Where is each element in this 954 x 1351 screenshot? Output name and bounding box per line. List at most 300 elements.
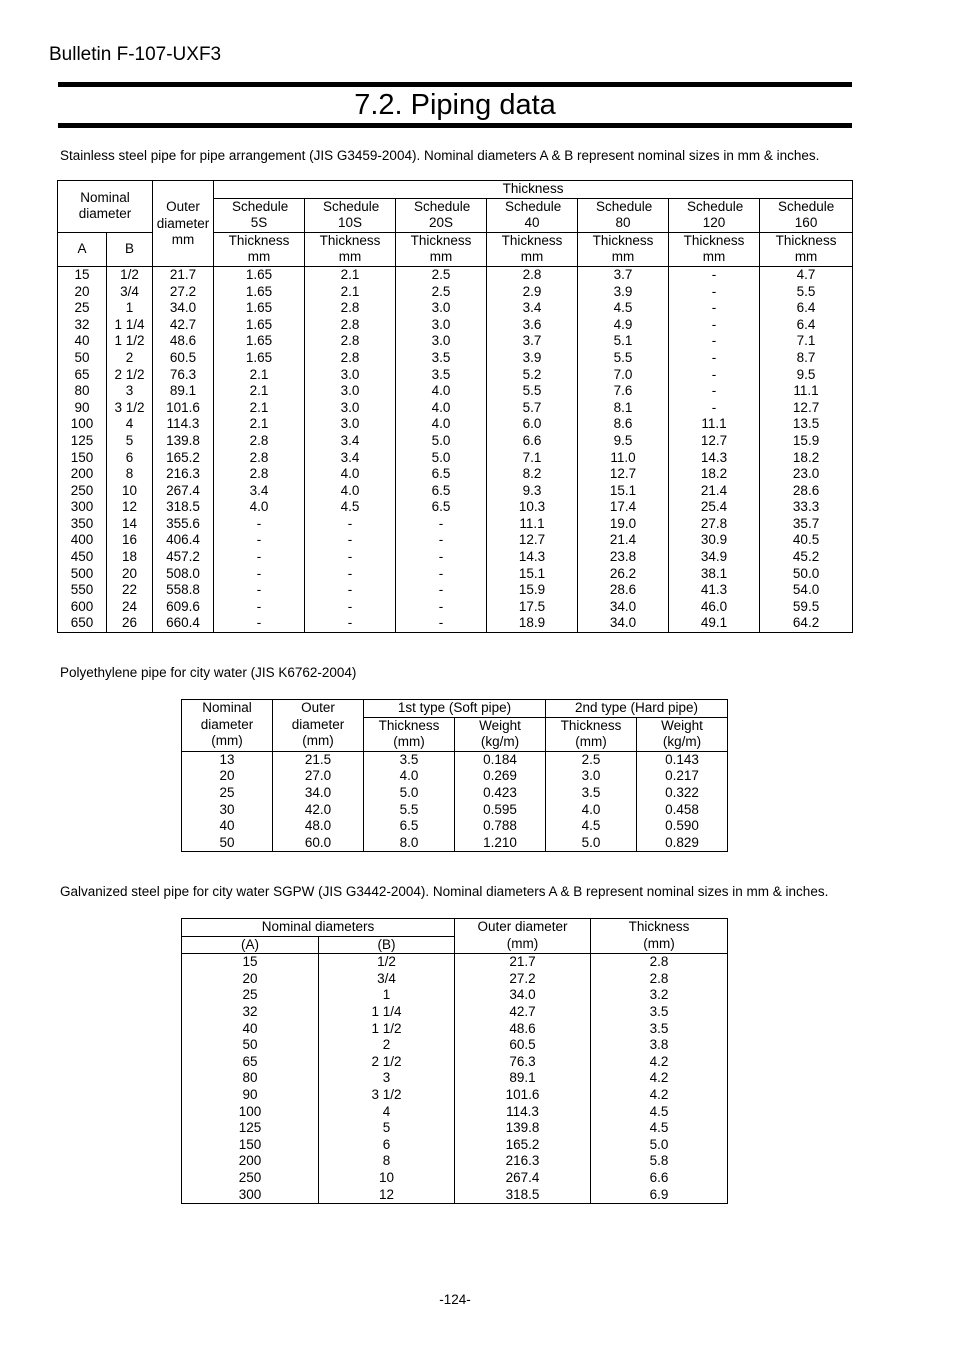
table-cell: - <box>305 549 396 566</box>
table-cell: 89.1 <box>153 383 214 400</box>
table-cell: 28.6 <box>760 483 853 500</box>
table-cell: 4.0 <box>396 383 487 400</box>
table-cell: 2.1 <box>214 367 305 384</box>
table-cell: 0.595 <box>455 802 546 819</box>
table-cell: 17.5 <box>487 599 578 616</box>
table-cell: - <box>669 383 760 400</box>
table-cell: 76.3 <box>153 367 214 384</box>
table-cell: 5.8 <box>591 1153 728 1170</box>
table-cell: 5.5 <box>364 802 455 819</box>
stainless-row <box>58 516 853 533</box>
table-cell: 3.5 <box>396 367 487 384</box>
table-cell: 6.6 <box>591 1170 728 1187</box>
galvanized-row <box>182 1187 728 1204</box>
stainless-steel-table <box>57 180 853 633</box>
table-cell: 2.8 <box>591 954 728 971</box>
table-cell: 1/2 <box>319 954 455 971</box>
table-cell: 3.2 <box>591 987 728 1004</box>
table-cell: 30 <box>182 802 273 819</box>
table-cell: 1 <box>107 300 153 317</box>
table-cell: 30.9 <box>669 532 760 549</box>
table-cell: 12.7 <box>487 532 578 549</box>
thickness-unit-header: Thickness mm <box>578 232 669 266</box>
table-cell: 50.0 <box>760 566 853 583</box>
table-cell: 450 <box>58 549 107 566</box>
polyethylene-row <box>182 835 728 852</box>
stainless-row <box>58 350 853 367</box>
pe-type2-weight-header: Weight (kg/m) <box>637 717 728 751</box>
table-cell: 2.1 <box>305 266 396 283</box>
table-cell: 15 <box>58 266 107 283</box>
table-cell: 18.2 <box>760 450 853 467</box>
table-cell: 4.0 <box>364 768 455 785</box>
stainless-row <box>58 466 853 483</box>
sgpw-thickness-header: Thickness (mm) <box>591 919 728 954</box>
schedule-header: Schedule 10S <box>305 198 396 232</box>
table-cell: 4.9 <box>578 317 669 334</box>
table-cell: 3.4 <box>487 300 578 317</box>
table-cell: 15.9 <box>487 582 578 599</box>
table-cell: 200 <box>182 1153 319 1170</box>
table-cell: 8.1 <box>578 400 669 417</box>
table-cell: 25 <box>182 785 273 802</box>
polyethylene-table <box>181 699 728 852</box>
table-cell: 5.0 <box>364 785 455 802</box>
table-cell: 1 <box>319 987 455 1004</box>
galvanized-row <box>182 987 728 1004</box>
table-cell: 2.8 <box>214 433 305 450</box>
table-cell: 6.0 <box>487 416 578 433</box>
schedule-header: Schedule 80 <box>578 198 669 232</box>
table-cell: 7.1 <box>487 450 578 467</box>
table-cell: 3/4 <box>319 971 455 988</box>
galvanized-row <box>182 1137 728 1154</box>
table-cell: 216.3 <box>153 466 214 483</box>
table-cell: 11.1 <box>669 416 760 433</box>
table-cell: - <box>669 284 760 301</box>
table-cell: 21.7 <box>153 266 214 283</box>
table-cell: 6.4 <box>760 300 853 317</box>
table-cell: 267.4 <box>455 1170 591 1187</box>
schedule-header: Schedule 40 <box>487 198 578 232</box>
table-cell: 48.0 <box>273 818 364 835</box>
table-cell: 4.0 <box>305 483 396 500</box>
table-cell: 9.5 <box>760 367 853 384</box>
table-cell: 300 <box>58 499 107 516</box>
polyethylene-row <box>182 768 728 785</box>
table-cell: 350 <box>58 516 107 533</box>
table-cell: 139.8 <box>455 1120 591 1137</box>
polyethylene-row <box>182 751 728 768</box>
table-cell: 2.9 <box>487 284 578 301</box>
table-cell: 3.0 <box>396 333 487 350</box>
pe-type1-header: 1st type (Soft pipe) <box>364 700 546 718</box>
column-a-header: A <box>58 232 107 266</box>
table-cell: 114.3 <box>153 416 214 433</box>
table-cell: 46.0 <box>669 599 760 616</box>
table-cell: 600 <box>58 599 107 616</box>
table-cell: - <box>396 582 487 599</box>
table-cell: 45.2 <box>760 549 853 566</box>
table-cell: 4.5 <box>546 818 637 835</box>
table-cell: 7.6 <box>578 383 669 400</box>
table-cell: 2.8 <box>305 300 396 317</box>
table-cell: 21.5 <box>273 751 364 768</box>
table-cell: 508.0 <box>153 566 214 583</box>
table-cell: 5.5 <box>487 383 578 400</box>
table-cell: - <box>305 516 396 533</box>
table-cell: 6 <box>107 450 153 467</box>
sgpw-outer-header: Outer diameter (mm) <box>455 919 591 954</box>
table-cell: - <box>214 615 305 632</box>
table-cell: 5.0 <box>396 433 487 450</box>
table-cell: - <box>396 516 487 533</box>
table-cell: 21.4 <box>578 532 669 549</box>
table-cell: 3 <box>107 383 153 400</box>
table-cell: 114.3 <box>455 1104 591 1121</box>
table-cell: 40 <box>182 1021 319 1038</box>
nominal-diameter-header: Nominal diameter <box>58 181 153 233</box>
table-cell: - <box>214 516 305 533</box>
table-cell: 5.7 <box>487 400 578 417</box>
table-cell: 1 1/2 <box>107 333 153 350</box>
table-cell: 34.0 <box>153 300 214 317</box>
polyethylene-row <box>182 818 728 835</box>
table-cell: 4.0 <box>546 802 637 819</box>
table-cell: 4.5 <box>591 1120 728 1137</box>
table-cell: 3.4 <box>305 433 396 450</box>
table-cell: 60.5 <box>455 1037 591 1054</box>
outer-diameter-header: Outer diameter mm <box>153 181 214 267</box>
table-cell: 0.423 <box>455 785 546 802</box>
table-cell: 125 <box>58 433 107 450</box>
table-cell: 6.5 <box>364 818 455 835</box>
polyethylene-caption: Polyethylene pipe for city water (JIS K6762-2004) <box>60 665 357 680</box>
table-cell: 3.4 <box>214 483 305 500</box>
table-cell: 4.5 <box>305 499 396 516</box>
table-cell: 400 <box>58 532 107 549</box>
table-cell: 2.1 <box>305 284 396 301</box>
table-cell: 100 <box>58 416 107 433</box>
table-cell: - <box>669 333 760 350</box>
table-cell: 4.2 <box>591 1070 728 1087</box>
table-cell: 10.3 <box>487 499 578 516</box>
stainless-row <box>58 499 853 516</box>
table-cell: 3.6 <box>487 317 578 334</box>
table-cell: 125 <box>182 1120 319 1137</box>
table-cell: 14 <box>107 516 153 533</box>
table-cell: 2.8 <box>214 450 305 467</box>
table-cell: 13.5 <box>760 416 853 433</box>
stainless-row <box>58 549 853 566</box>
table-cell: 101.6 <box>455 1087 591 1104</box>
table-cell: 25.4 <box>669 499 760 516</box>
table-cell: 80 <box>58 383 107 400</box>
table-cell: 15.9 <box>760 433 853 450</box>
stainless-row <box>58 333 853 350</box>
table-cell: 16 <box>107 532 153 549</box>
stainless-row <box>58 615 853 632</box>
table-cell: 10 <box>107 483 153 500</box>
table-cell: 3.0 <box>546 768 637 785</box>
table-cell: 6.5 <box>396 466 487 483</box>
table-cell: 28.6 <box>578 582 669 599</box>
table-cell: 318.5 <box>455 1187 591 1204</box>
table-cell: 11.0 <box>578 450 669 467</box>
polyethylene-row <box>182 802 728 819</box>
table-cell: 54.0 <box>760 582 853 599</box>
stainless-row <box>58 566 853 583</box>
table-cell: 406.4 <box>153 532 214 549</box>
table-cell: - <box>214 532 305 549</box>
table-cell: 3.9 <box>487 350 578 367</box>
table-cell: - <box>669 317 760 334</box>
table-cell: 59.5 <box>760 599 853 616</box>
table-cell: 1.65 <box>214 284 305 301</box>
table-cell: 50 <box>58 350 107 367</box>
table-cell: 0.269 <box>455 768 546 785</box>
table-cell: 6 <box>319 1137 455 1154</box>
table-cell: 4.0 <box>214 499 305 516</box>
table-cell: 660.4 <box>153 615 214 632</box>
column-b-header: B <box>107 232 153 266</box>
stainless-row <box>58 266 853 283</box>
table-cell: 0.590 <box>637 818 728 835</box>
table-cell: 24 <box>107 599 153 616</box>
table-cell: 2 <box>107 350 153 367</box>
table-cell: 7.0 <box>578 367 669 384</box>
pe-type2-thickness-header: Thickness (mm) <box>546 717 637 751</box>
table-cell: 76.3 <box>455 1054 591 1071</box>
table-cell: 2.5 <box>546 751 637 768</box>
table-cell: - <box>214 599 305 616</box>
table-cell: 457.2 <box>153 549 214 566</box>
table-cell: 0.217 <box>637 768 728 785</box>
table-cell: 2.1 <box>214 383 305 400</box>
table-cell: 3 1/2 <box>319 1087 455 1104</box>
table-cell: 27.2 <box>455 971 591 988</box>
table-cell: 558.8 <box>153 582 214 599</box>
table-cell: - <box>669 300 760 317</box>
table-cell: 4.0 <box>396 400 487 417</box>
schedule-header: Schedule 5S <box>214 198 305 232</box>
table-cell: 49.1 <box>669 615 760 632</box>
table-cell: 6.6 <box>487 433 578 450</box>
table-cell: 40.5 <box>760 532 853 549</box>
table-cell: 42.7 <box>153 317 214 334</box>
table-cell: 5.1 <box>578 333 669 350</box>
table-cell: 5.5 <box>578 350 669 367</box>
table-cell: 12.7 <box>669 433 760 450</box>
table-cell: 60.0 <box>273 835 364 852</box>
table-cell: 3.5 <box>396 350 487 367</box>
table-cell: 48.6 <box>153 333 214 350</box>
stainless-row <box>58 532 853 549</box>
stainless-row <box>58 400 853 417</box>
galvanized-row <box>182 1170 728 1187</box>
table-cell: 8.7 <box>760 350 853 367</box>
table-cell: 1.65 <box>214 300 305 317</box>
table-cell: 3.5 <box>591 1021 728 1038</box>
table-cell: 1 1/2 <box>319 1021 455 1038</box>
table-cell: - <box>305 566 396 583</box>
table-cell: 5.0 <box>591 1137 728 1154</box>
sgpw-a-header: (A) <box>182 936 319 954</box>
table-cell: 3.5 <box>546 785 637 802</box>
table-cell: 250 <box>58 483 107 500</box>
table-cell: - <box>669 400 760 417</box>
sgpw-b-header: (B) <box>319 936 455 954</box>
stainless-caption: Stainless steel pipe for pipe arrangement (JIS G3459-2004). Nominal diameters A & B represent nominal sizes in mm & inches. <box>60 148 820 163</box>
table-cell: 3 <box>319 1070 455 1087</box>
table-cell: - <box>214 549 305 566</box>
table-cell: 38.1 <box>669 566 760 583</box>
galvanized-row <box>182 1070 728 1087</box>
table-cell: - <box>669 367 760 384</box>
table-cell: 609.6 <box>153 599 214 616</box>
table-cell: 26.2 <box>578 566 669 583</box>
table-cell: 25 <box>182 987 319 1004</box>
table-cell: 20 <box>182 768 273 785</box>
table-cell: 650 <box>58 615 107 632</box>
galvanized-row <box>182 954 728 971</box>
table-cell: 17.4 <box>578 499 669 516</box>
table-cell: 3.4 <box>305 450 396 467</box>
page-number: -124- <box>439 1292 471 1307</box>
table-cell: 41.3 <box>669 582 760 599</box>
schedule-header: Schedule 160 <box>760 198 853 232</box>
galvanized-caption: Galvanized steel pipe for city water SGPW (JIS G3442-2004). Nominal diameters A & B represent nominal sizes in mm & inches. <box>60 884 829 899</box>
stainless-row <box>58 483 853 500</box>
table-cell: - <box>305 599 396 616</box>
table-cell: 5.0 <box>546 835 637 852</box>
galvanized-row <box>182 971 728 988</box>
table-cell: 15 <box>182 954 319 971</box>
table-cell: 165.2 <box>153 450 214 467</box>
table-cell: 267.4 <box>153 483 214 500</box>
table-cell: 3.0 <box>305 416 396 433</box>
table-cell: 32 <box>58 317 107 334</box>
table-cell: 2.1 <box>214 416 305 433</box>
table-cell: 4 <box>319 1104 455 1121</box>
table-cell: 1.65 <box>214 333 305 350</box>
table-cell: 18.2 <box>669 466 760 483</box>
galvanized-row <box>182 1037 728 1054</box>
stainless-row <box>58 367 853 384</box>
table-cell: 100 <box>182 1104 319 1121</box>
table-cell: 1.65 <box>214 266 305 283</box>
table-cell: 27.8 <box>669 516 760 533</box>
table-cell: - <box>396 599 487 616</box>
table-cell: 12.7 <box>760 400 853 417</box>
table-cell: 21.4 <box>669 483 760 500</box>
table-cell: 48.6 <box>455 1021 591 1038</box>
table-cell: 101.6 <box>153 400 214 417</box>
table-cell: 50 <box>182 835 273 852</box>
table-cell: 2.1 <box>214 400 305 417</box>
table-cell: - <box>214 582 305 599</box>
thickness-unit-header: Thickness mm <box>305 232 396 266</box>
table-cell: 5 <box>319 1120 455 1137</box>
table-cell: 0.829 <box>637 835 728 852</box>
table-cell: 3.5 <box>364 751 455 768</box>
table-cell: 5.5 <box>760 284 853 301</box>
table-cell: 6.9 <box>591 1187 728 1204</box>
table-cell: 3.0 <box>396 317 487 334</box>
table-cell: 80 <box>182 1070 319 1087</box>
table-cell: 25 <box>58 300 107 317</box>
table-cell: 0.322 <box>637 785 728 802</box>
table-cell: 15.1 <box>487 566 578 583</box>
table-cell: 8.2 <box>487 466 578 483</box>
table-cell: 5.2 <box>487 367 578 384</box>
table-cell: - <box>305 615 396 632</box>
page-title: 7.2. Piping data <box>354 89 556 121</box>
table-cell: 355.6 <box>153 516 214 533</box>
table-cell: 40 <box>58 333 107 350</box>
table-cell: 3.8 <box>591 1037 728 1054</box>
table-cell: 3.0 <box>305 383 396 400</box>
table-cell: 18.9 <box>487 615 578 632</box>
table-cell: 3.0 <box>305 400 396 417</box>
galvanized-row <box>182 1054 728 1071</box>
table-cell: 34.0 <box>578 615 669 632</box>
table-cell: 6.4 <box>760 317 853 334</box>
table-cell: 33.3 <box>760 499 853 516</box>
table-cell: 4.5 <box>578 300 669 317</box>
table-cell: 8.6 <box>578 416 669 433</box>
table-cell: 4.5 <box>591 1104 728 1121</box>
table-cell: 19.0 <box>578 516 669 533</box>
table-cell: 65 <box>58 367 107 384</box>
table-cell: 4.0 <box>396 416 487 433</box>
table-cell: - <box>669 350 760 367</box>
table-cell: 4.0 <box>305 466 396 483</box>
table-cell: 8.0 <box>364 835 455 852</box>
table-cell: 4.7 <box>760 266 853 283</box>
thickness-unit-header: Thickness mm <box>760 232 853 266</box>
table-cell: 14.3 <box>487 549 578 566</box>
table-cell: 12 <box>319 1187 455 1204</box>
table-cell: 23.8 <box>578 549 669 566</box>
table-cell: 27.0 <box>273 768 364 785</box>
table-cell: 40 <box>182 818 273 835</box>
pe-type1-weight-header: Weight (kg/m) <box>455 717 546 751</box>
stainless-row <box>58 433 853 450</box>
table-cell: 3/4 <box>107 284 153 301</box>
table-cell: 32 <box>182 1004 319 1021</box>
table-cell: 550 <box>58 582 107 599</box>
table-cell: 35.7 <box>760 516 853 533</box>
table-cell: 2.5 <box>396 284 487 301</box>
table-cell: - <box>396 566 487 583</box>
table-cell: 15.1 <box>578 483 669 500</box>
table-cell: 26 <box>107 615 153 632</box>
table-cell: 1/2 <box>107 266 153 283</box>
table-cell: 4 <box>107 416 153 433</box>
table-cell: 250 <box>182 1170 319 1187</box>
table-cell: 27.2 <box>153 284 214 301</box>
table-cell: 139.8 <box>153 433 214 450</box>
table-cell: 21.7 <box>455 954 591 971</box>
stainless-row <box>58 383 853 400</box>
table-cell: 20 <box>107 566 153 583</box>
table-cell: 150 <box>182 1137 319 1154</box>
thickness-unit-header: Thickness mm <box>214 232 305 266</box>
table-cell: 3.0 <box>305 367 396 384</box>
table-cell: - <box>214 566 305 583</box>
stainless-row <box>58 300 853 317</box>
